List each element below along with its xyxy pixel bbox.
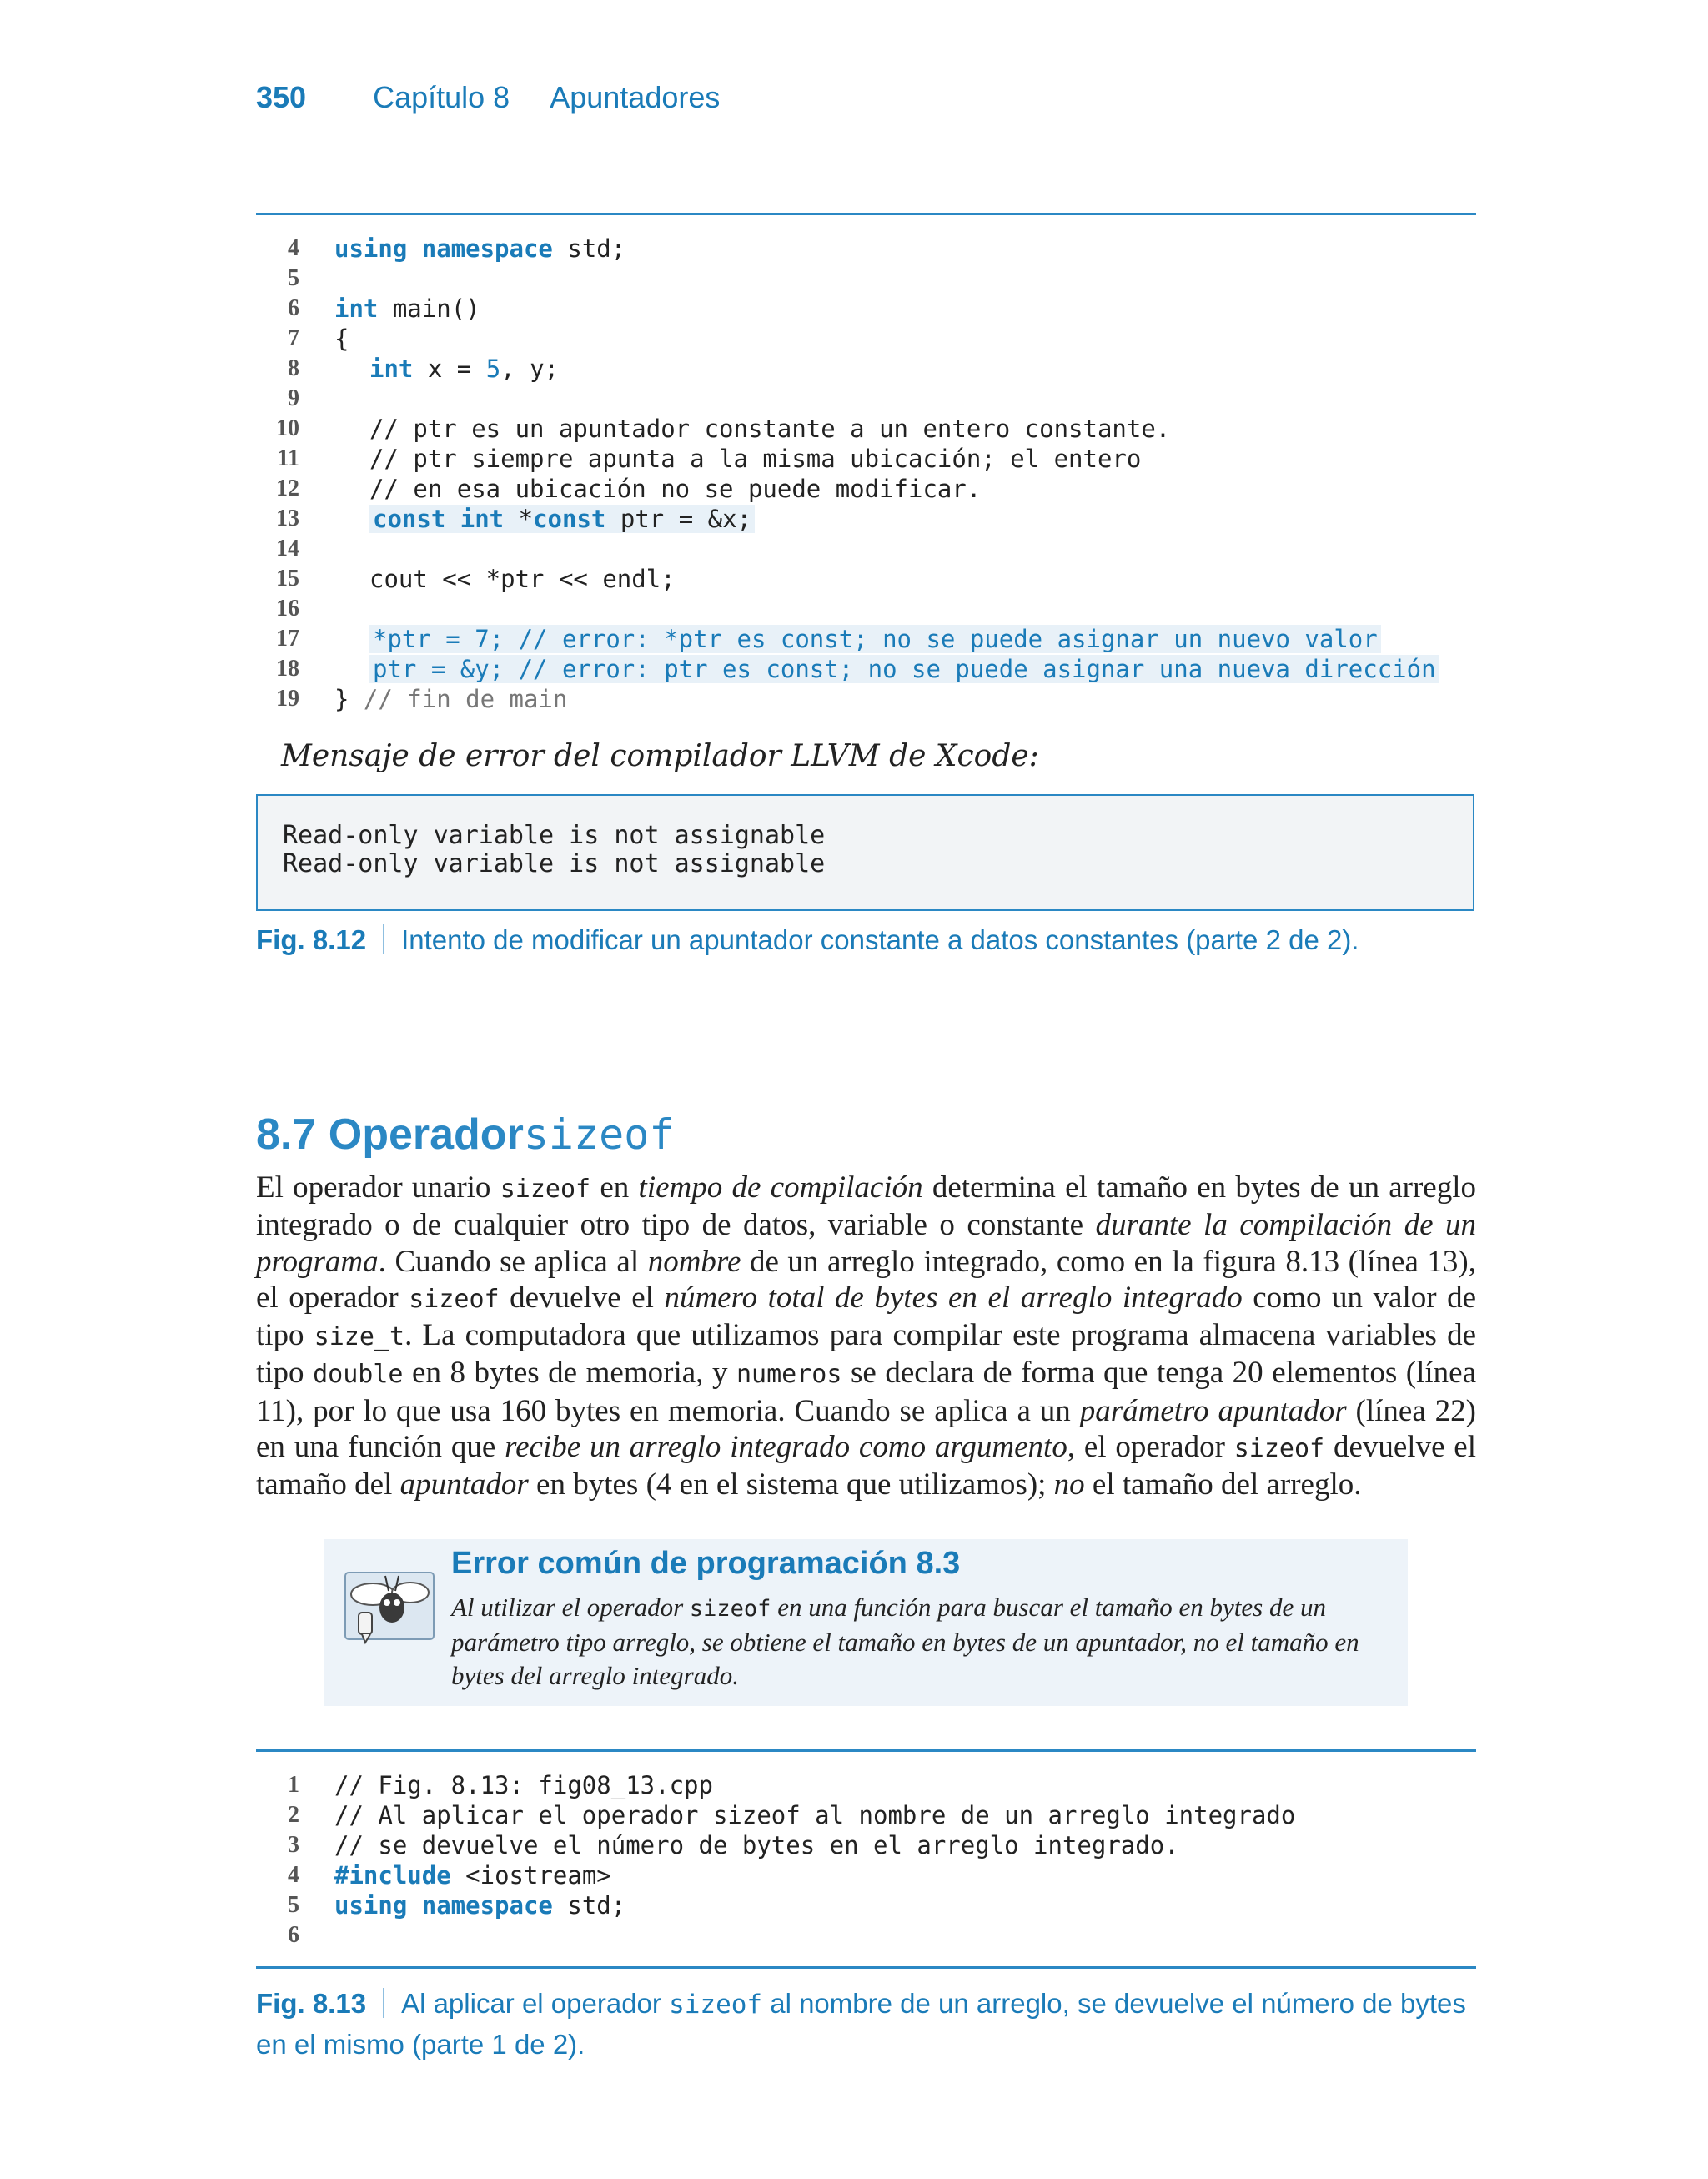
code-text: using namespace std; (334, 1891, 626, 1920)
line-number: 1 (288, 1772, 299, 1798)
figure-caption-text: al nombre de un arreglo, se devuelve el número de bytes (762, 1988, 1466, 2019)
line-number: 14 (276, 536, 299, 561)
line-number: 7 (288, 325, 299, 351)
line-number: 5 (288, 265, 299, 291)
code-line (256, 474, 1476, 504)
body-paragraph: El operador unario sizeof en tiempo de compilación determina el tamaño en bytes de un arreglo integrado o de cualquier otro tipo de datos, variable o constante durante la compilación de un programa. Cuando se aplica al nombre de un arreglo integrado, como en la figura 8.13 (línea 13), el operador sizeof devuelve el número total de bytes en el arreglo integrado como un valor de tipo size_t. La computadora que utilizamos para compilar este programa almacena variables de tipo double en 8 bytes de memoria, y numeros se declara de forma que tenga 20 elementos (línea 11), por lo que usa 160 bytes en memoria. Cuando se aplica a un parámetro apuntador (línea 22) en una función que recibe un arreglo integrado como argumento, el operador sizeof devuelve el tamaño del apuntador en bytes (4 en el sistema que utilizamos); no el tamaño del arreglo. (256, 1170, 1477, 1502)
listing-top-rule (256, 1749, 1476, 1752)
caption-divider (383, 1988, 384, 2018)
code-text: cout << *ptr << endl; (369, 565, 676, 593)
code-line (256, 654, 1476, 684)
bug-thumbs-down-icon (344, 1564, 435, 1648)
code-line (256, 414, 1476, 444)
code-line (256, 234, 1476, 264)
section-title: Operador (328, 1110, 524, 1159)
chapter-label: Capítulo 8 (373, 80, 510, 114)
line-number: 13 (276, 506, 299, 531)
line-number: 11 (277, 445, 299, 471)
line-number: 10 (276, 415, 299, 441)
code-text: int main() (334, 294, 480, 323)
code-line (256, 684, 1476, 714)
code-line (256, 294, 1476, 324)
line-number: 4 (288, 235, 299, 261)
figure-caption-text: en el mismo (parte 1 de 2). (256, 2029, 585, 2060)
line-number: 18 (276, 656, 299, 682)
section-title-code: sizeof (523, 1110, 675, 1159)
code-line (256, 384, 1476, 414)
line-number: 6 (288, 295, 299, 321)
compiler-output-box (256, 794, 1474, 911)
line-number: 12 (276, 476, 299, 501)
code-comment: // se devuelve el número de bytes en el arreglo integrado. (334, 1831, 1179, 1859)
running-header (256, 80, 720, 115)
section-heading (256, 1110, 674, 1160)
compiler-output-line: Read-only variable is not assignable (283, 849, 826, 878)
line-number: 16 (276, 596, 299, 621)
code-line (256, 444, 1476, 474)
figure-caption-812 (256, 924, 1359, 956)
common-error-tip (324, 1539, 1408, 1706)
code-comment: // ptr siempre apunta a la misma ubicación; el entero (369, 445, 1142, 473)
figure-caption-code: sizeof (669, 1990, 763, 2020)
code-text: #include <iostream> (334, 1861, 611, 1890)
code-line (256, 594, 1476, 624)
chapter-title: Apuntadores (550, 80, 721, 114)
code-text-highlighted: const int *const ptr = &x; (369, 504, 755, 534)
code-comment: // en esa ubicación no se puede modificar. (369, 475, 982, 503)
line-number: 8 (288, 355, 299, 381)
code-text: int x = 5, y; (369, 355, 560, 383)
code-text-highlighted: ptr = &y; // error: ptr es const; no se puede asignar una nueva dirección (369, 654, 1439, 684)
code-line (256, 1860, 1476, 1890)
code-listing-fig813 (256, 1770, 1476, 1950)
figure-number: Fig. 8.12 (256, 924, 367, 955)
line-number: 6 (288, 1922, 299, 1948)
code-line (256, 1800, 1476, 1830)
line-number: 15 (276, 566, 299, 591)
listing-top-rule (256, 213, 1476, 215)
figure-caption-813 (256, 1984, 1476, 2065)
page-number: 350 (256, 80, 307, 114)
figure-caption-text: Al aplicar el operador (401, 1988, 670, 2019)
line-number: 9 (288, 385, 299, 411)
tip-title: Error común de programación 8.3 (451, 1546, 961, 1581)
figure-number: Fig. 8.13 (256, 1988, 367, 2019)
code-line (256, 534, 1476, 564)
code-comment: // Al aplicar el operador sizeof al nombre de un arreglo integrado (334, 1801, 1296, 1829)
code-line (256, 504, 1476, 534)
code-comment: // Fig. 8.13: fig08_13.cpp (334, 1771, 713, 1799)
code-listing-fig812 (256, 234, 1476, 714)
code-line (256, 564, 1476, 594)
compiler-message-caption: Mensaje de error del compilador LLVM de Xcode: (281, 739, 1039, 773)
line-number: 4 (288, 1862, 299, 1888)
code-text: using namespace std; (334, 234, 626, 263)
caption-divider (383, 924, 384, 954)
section-number: 8.7 (256, 1110, 317, 1159)
line-number: 3 (288, 1832, 299, 1858)
code-text: { (334, 325, 349, 353)
tip-body: Al utilizar el operador sizeof en una función para buscar el tamaño en bytes de un parámetro tipo arreglo, se obtiene el tamaño en bytes de un apuntador, no el tamaño en bytes del arreglo integrado. (451, 1593, 1359, 1690)
line-number: 17 (276, 626, 299, 652)
figure-caption-text: Intento de modificar un apuntador constante a datos constantes (parte 2 de 2). (401, 924, 1359, 955)
listing-bottom-rule (256, 1966, 1476, 1969)
code-line (256, 1920, 1476, 1950)
code-text: } // fin de main (334, 685, 568, 713)
code-comment: // ptr es un apuntador constante a un entero constante. (369, 415, 1171, 443)
code-line (256, 324, 1476, 354)
code-text-highlighted: *ptr = 7; // error: *ptr es const; no se puede asignar un nuevo valor (369, 624, 1381, 654)
line-number: 19 (276, 686, 299, 712)
line-number: 2 (288, 1802, 299, 1828)
code-line (256, 1830, 1476, 1860)
code-line (256, 1890, 1476, 1920)
code-line (256, 354, 1476, 384)
code-line (256, 1770, 1476, 1800)
line-number: 5 (288, 1892, 299, 1918)
code-line (256, 264, 1476, 294)
code-line (256, 624, 1476, 654)
compiler-output-line: Read-only variable is not assignable (283, 821, 826, 850)
